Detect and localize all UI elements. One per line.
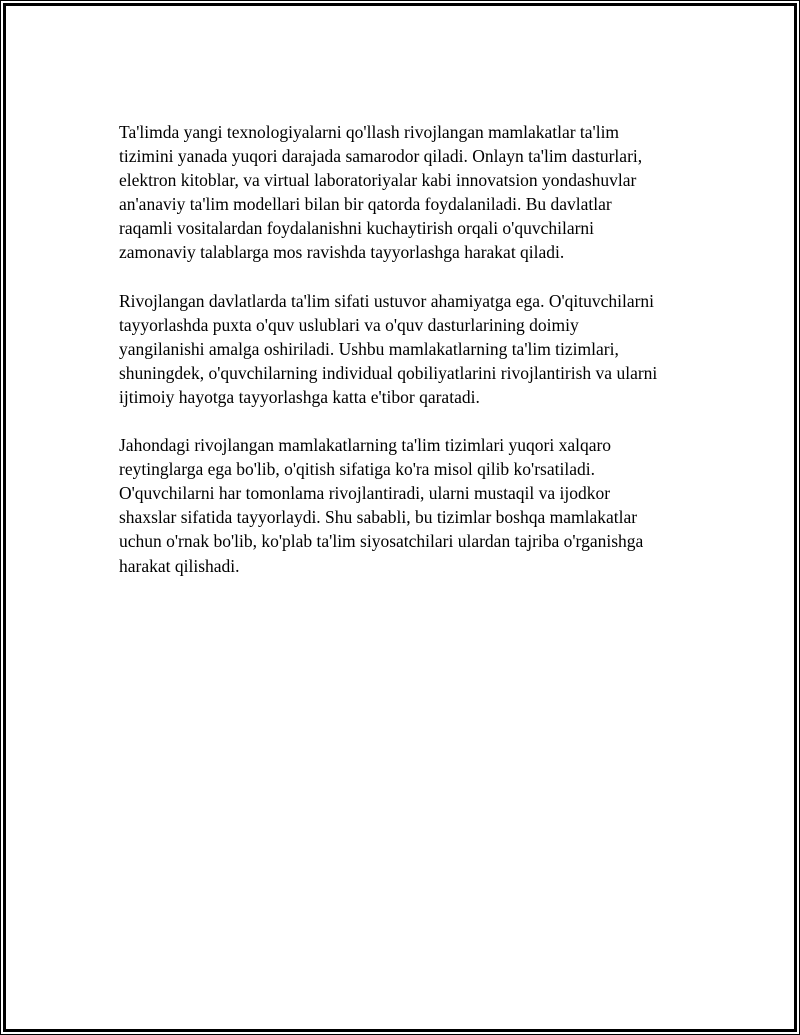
text-line: Ta'limda yangi texnologiyalarni qo'llash rivojlangan mamlakatlar ta'lim bbox=[119, 122, 620, 142]
text-line: yangilanishi amalga oshiriladi. Ushbu mamlakatlarning ta'lim tizimlari, bbox=[119, 338, 619, 359]
text-line: an'anaviy ta'lim modellari bilan bir qatorda foydalaniladi. Bu davlatlar bbox=[119, 194, 612, 215]
text-line: elektron kitoblar, va virtual laboratoriyalar kabi innovatsion yondashuvlar bbox=[119, 170, 637, 191]
paragraph-1 bbox=[119, 120, 689, 265]
text-line: shaxslar sifatida tayyorlaydi. Shu sababli, bu tizimlar boshqa mamlakatlar bbox=[119, 507, 638, 528]
text-line: Rivojlangan davlatlarda ta'lim sifati ustuvor ahamiyatga ega. O'qituvchilarni bbox=[119, 290, 655, 311]
document-body bbox=[119, 120, 689, 602]
paragraph-2 bbox=[119, 289, 689, 409]
text-line: harakat qilishadi. bbox=[119, 555, 240, 576]
text-line: shuningdek, o'quvchilarning individual qobiliyatlarini rivojlantirish va ularni bbox=[119, 362, 658, 383]
text-line: tizimini yanada yuqori darajada samarodor qiladi. Onlayn ta'lim dasturlari, bbox=[119, 146, 643, 167]
text-line: uchun o'rnak bo'lib, ko'plab ta'lim siyosatchilari ulardan tajriba o'rganishga bbox=[119, 531, 644, 552]
paragraph-3 bbox=[119, 433, 689, 578]
text-line: ijtimoiy hayotga tayyorlashga katta e'tibor qaratadi. bbox=[119, 386, 480, 407]
text-line: O'quvchilarni har tomonlama rivojlantiradi, ularni mustaqil va ijodkor bbox=[119, 483, 611, 504]
text-line: zamonaviy talablarga mos ravishda tayyorlashga harakat qiladi. bbox=[119, 242, 565, 263]
text-line: reytinglarga ega bo'lib, o'qitish sifatiga ko'ra misol qilib ko'rsatiladi. bbox=[119, 459, 595, 480]
text-line: raqamli vositalardan foydalanishni kuchaytirish orqali o'quvchilarni bbox=[119, 218, 595, 239]
text-line: Jahondagi rivojlangan mamlakatlarning ta'lim tizimlari yuqori xalqaro bbox=[119, 435, 612, 456]
text-line: tayyorlashda puxta o'quv uslublari va o'quv dasturlarining doimiy bbox=[119, 314, 579, 335]
document-page bbox=[3, 3, 797, 1032]
